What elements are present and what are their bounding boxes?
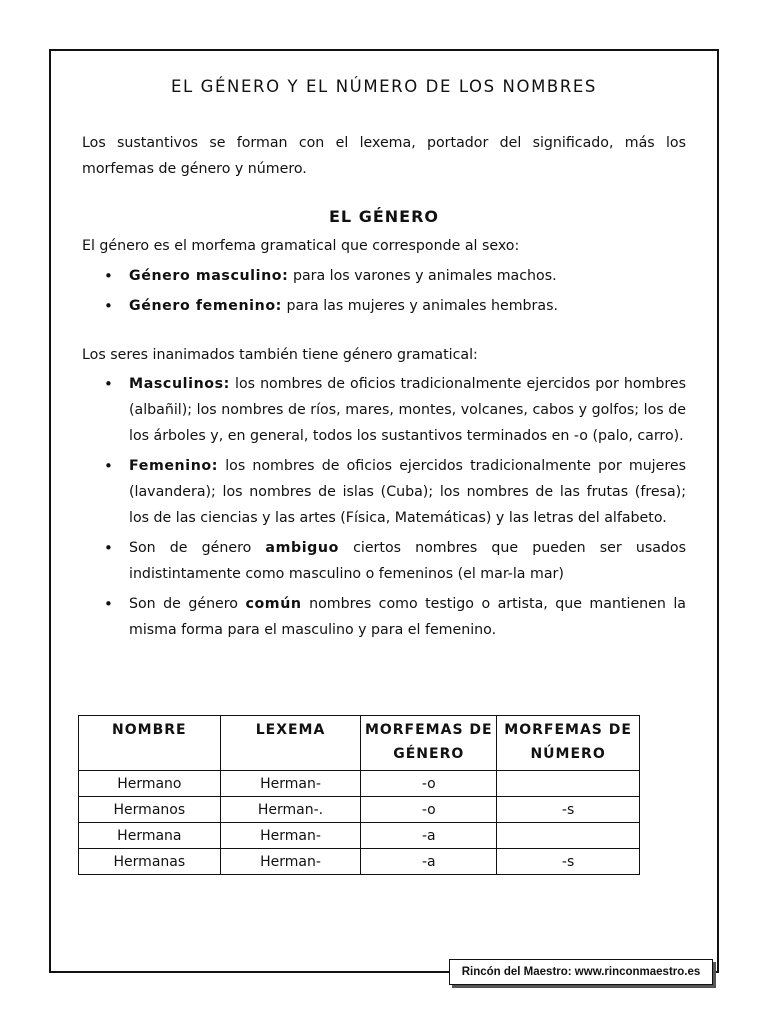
inanimados-intro: Los seres inanimados también tiene género gramatical: — [82, 347, 478, 363]
list-item-term: Género masculino: — [129, 268, 289, 284]
table-cell: -o — [361, 797, 497, 823]
list-item — [82, 535, 686, 587]
table-row — [79, 849, 640, 875]
col-header-morfemas-numero: MORFEMAS DE NÚMERO — [497, 716, 640, 771]
list-item — [82, 371, 686, 449]
list-item-term: Masculinos: — [129, 376, 230, 392]
table-row — [79, 797, 640, 823]
list-item-term: común — [245, 596, 302, 612]
list-item-text: ciertos nombres que pueden ser usados indistintamente como masculino o femeninos (el mar-la mar) — [129, 540, 686, 582]
list-item-text: los nombres de oficios ejercidos tradicionalmente por mujeres (lavandera); los nombres de islas (Cuba); los nombres de las frutas (fresa); los de las ciencias y las artes (Física, Matemáticas) y las letras del alfabeto. — [129, 458, 686, 526]
table-cell: -s — [497, 849, 640, 875]
table-cell: Hermanos — [79, 797, 221, 823]
table-cell: -o — [361, 771, 497, 797]
table-cell: Hermano — [79, 771, 221, 797]
table-row — [79, 771, 640, 797]
list-item — [82, 293, 686, 319]
col-header-lexema: LEXEMA — [220, 716, 361, 771]
list-item-text: los nombres de oficios tradicionalmente ejercidos por hombres (albañil); los nombres de ríos, mares, montes, volcanes, cabos y golfos; los de los árboles y, en general, todos los sustantivos terminados en -o (palo, carro). — [129, 376, 686, 444]
list-item — [82, 263, 686, 289]
list-item-term: ambiguo — [265, 540, 339, 556]
list-item-text: para las mujeres y animales hembras. — [281, 298, 558, 314]
col-header-morfemas-genero: MORFEMAS DE GÉNERO — [361, 716, 497, 771]
list-item-text: para los varones y animales machos. — [288, 268, 557, 284]
intro-paragraph: Los sustantivos se forman con el lexema, portador del significado, más los morfemas de género y número. — [82, 135, 686, 177]
table-cell: -a — [361, 849, 497, 875]
list-item-prefix: Son de género — [129, 540, 266, 556]
footer-credit: Rincón del Maestro: www.rinconmaestro.es — [449, 959, 713, 985]
list-item — [82, 453, 686, 531]
table-cell: Herman- — [220, 771, 361, 797]
list-item-term: Género femenino: — [129, 298, 282, 314]
table-cell: -s — [497, 797, 640, 823]
grammatical-gender-list — [82, 371, 686, 647]
table-cell: -a — [361, 823, 497, 849]
morpheme-table — [78, 715, 640, 875]
table-cell — [497, 823, 640, 849]
table-row — [79, 823, 640, 849]
sex-gender-list — [82, 263, 686, 323]
table-cell — [497, 771, 640, 797]
table-cell: Herman- — [220, 823, 361, 849]
list-item-prefix: Son de género — [129, 596, 246, 612]
list-item-term: Femenino: — [129, 458, 219, 474]
table-cell: Hermana — [79, 823, 221, 849]
genero-definition: El género es el morfema gramatical que corresponde al sexo: — [82, 238, 520, 254]
list-item — [82, 591, 686, 643]
table-header-row — [79, 716, 640, 771]
table-cell: Hermanas — [79, 849, 221, 875]
table-cell: Herman- — [220, 849, 361, 875]
col-header-nombre: NOMBRE — [79, 716, 221, 771]
list-item-text: nombres como testigo o artista, que mantienen la misma forma para el masculino y para el femenino. — [129, 596, 686, 638]
table-cell: Herman-. — [220, 797, 361, 823]
section-title-genero: EL GÉNERO — [329, 207, 439, 226]
page-title: EL GÉNERO Y EL NÚMERO DE LOS NOMBRES — [170, 77, 598, 96]
